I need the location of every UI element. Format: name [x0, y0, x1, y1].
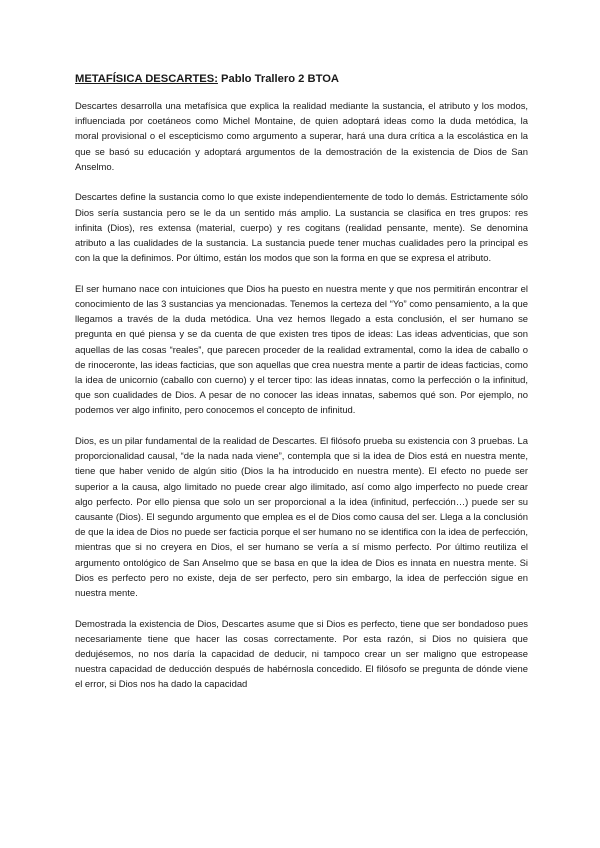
paragraph-3: El ser humano nace con intuiciones que Dios ha puesto en nuestra mente y que nos permitirán encontrar el conocimiento de las 3 sustancias ya mencionadas. Tenemos la certeza del “Yo” como pensamiento, a la que llegamos a través de la duda metódica. Una vez hemos llegado a esta conclusión, el ser humano se pregunta en qué piensa y se da cuenta de que existen tres tipos de ideas: Las ideas adventicias, que son aquellas de las cosas “reales”, que parecen proceder de la realidad extramental, como la idea de caballo o de rinoceronte, las ideas facticias, que son aquellas que crea nuestra mente a partir de ideas facticias, como la idea de unicornio (caballo con cuerno) y el tercer tipo: las ideas innatas, como la perfección o la infinitud, que son cualidades de Dios. A pesar de no conocer las ideas innatas, sabemos qué son. Por ejemplo, no podemos ver algo infinito, pero conocemos el concepto de infinitud.: [75, 283, 528, 417]
document-title: [75, 72, 528, 87]
title-subject: METAFÍSICA DESCARTES:: [75, 73, 218, 85]
paragraph-4: Dios, es un pilar fundamental de la realidad de Descartes. El filósofo prueba su existencia con 3 pruebas. La proporcionalidad causal, “de la nada nada viene”, contempla que si la idea de Dios está en nuestra mente, tiene que haber venido de algún sitio (Dios la ha introducido en nuestra mente). El efecto no puede ser superior a la causa, algo limitado no puede crear algo ilimitado, así como algo imperfecto no puede crear algo perfecto. Por ello piensa que solo un ser proporcional a la idea (infinitud, perfección…) puede ser su causante (Dios). El segundo argumento que emplea es el de Dios como causa del ser. Llega a la conclusión de que la idea de Dios no puede ser facticia porque el ser humano no se identifica con la idea de perfección, mientras que si no creyera en Dios, el ser humano se vería a sí mismo perfecto. Por último reutiliza el argumento ontológico de San Anselmo que se basa en que la idea de Dios es innata en nuestra mente. Si Dios es perfecto pero no existe, deja de ser perfecto, pero sin embargo, la idea de perfección sigue en nuestra mente.: [75, 436, 528, 600]
paragraph-5: Demostrada la existencia de Dios, Descartes asume que si Dios es perfecto, tiene que ser bondadoso pues necesariamente tiene que hacer las cosas correctamente. Por esta razón, si Dios no quisiera que dedujésemos, no nos daría la capacidad de deducir, ni tampoco crear un ser maligno que estropease nuestra capacidad de deducción después de habérnosla concedido. El filósofo se pregunta de dónde viene el error, si Dios nos ha dado la capacidad: [75, 618, 528, 691]
document-body: [75, 72, 528, 708]
paragraph-2: Descartes define la sustancia como lo que existe independientemente de todo lo demás. Estrictamente sólo Dios sería sustancia pero se le da un sentido más amplio. La sustancia se clasifica en tres grupos: res infinita (Dios), res extensa (material, cuerpo) y res cogitans (realidad pensante, mente). Se denomina atributo a las cualidades de la sustancia. La sustancia puede tener muchas cualidades pero la principal es con la que la definimos. Por último, están los modos que son la forma en que se expresa el atributo.: [75, 192, 528, 265]
paragraph-1: Descartes desarrolla una metafísica que explica la realidad mediante la sustancia, el atributo y los modos, influenciada por coetáneos como Michel Montaine, de quien adoptará ideas como la duda metódica, la moral provisional o el escepticismo como argumento a superar, hará una dura crítica a la escolástica en la que se basó su educación y adoptará argumentos de la demostración de la existencia de Dios de San Anselmo.: [75, 101, 528, 173]
title-author: Pablo Trallero 2 BTOA: [217, 73, 339, 85]
